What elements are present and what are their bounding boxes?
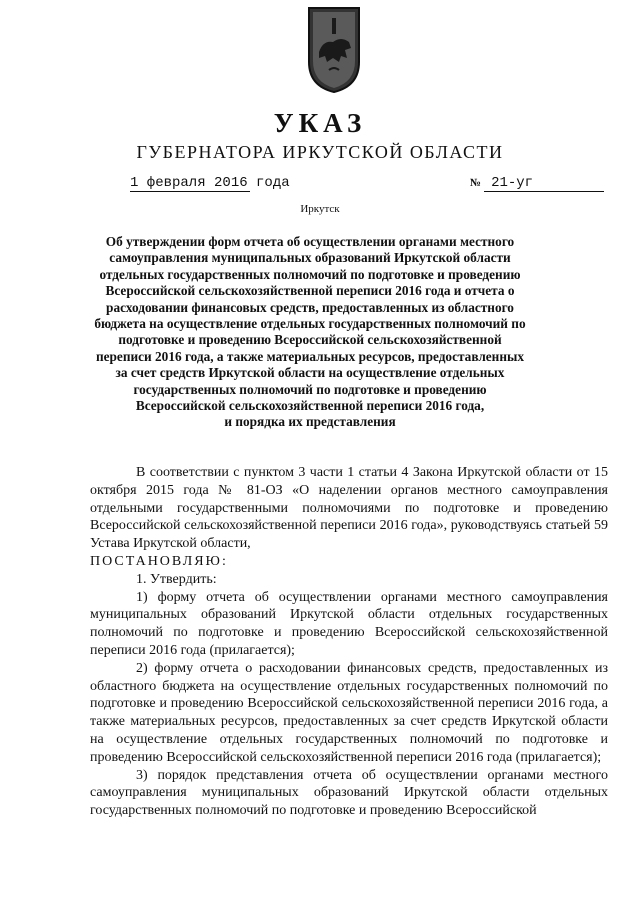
item-1-3-paragraph: 3) порядок представления отчета об осуществлении органами местного самоуправления муниципальных образований Иркутской области отдельных государственных полномочий по подготовке и проведению Всероссийской (90, 767, 608, 819)
document-body (90, 464, 608, 820)
heading-line: подготовке и проведению Всероссийской сельскохозяйственной (118, 332, 502, 348)
heading-line: и порядка их представления (224, 414, 396, 430)
heading-line: Всероссийской сельскохозяйственной переписи 2016 года и отчета о (105, 283, 515, 299)
item-1-paragraph: 1. Утвердить: (136, 571, 217, 587)
heading-line: за счет средств Иркутской области на осуществление отдельных (115, 365, 505, 381)
postanovlyayu-line: ПОСТАНОВЛЯЮ: (90, 553, 228, 569)
date-value: 1 февраля 2016 года (130, 175, 290, 191)
heading-line: Об утверждении форм отчета об осуществлении органами местного (105, 234, 515, 249)
document-date (130, 175, 290, 191)
heading-line: Всероссийской сельскохозяйственной переписи 2016 года, (135, 398, 485, 414)
preamble-paragraph: В соответствии с пунктом 3 части 1 статьи 4 Закона Иркутской области от 15 октября 2015 года № 81-ОЗ «О наделении органов местного самоуправления отдельными государственными полномочиями по подготовке и проведению Всероссийской сельскохозяйственной переписи 2016 года», руководствуясь статьей 59 Устава Иркутской области, (90, 465, 608, 552)
item-1-2-paragraph: 2) форму отчета о расходовании финансовых средств, предоставленных из областного бюджета на осуществление отдельных государственных полномочий по подготовке и проведению Всероссийской сельскохозяйственной переписи 2016 года, а также материальных ресурсов, предоставленных за счет средств Иркутской области на осуществление отдельных государственных полномочий по подготовке и проведению Всероссийской сельскохозяйственной переписи 2016 года (прилагается); (90, 660, 608, 765)
number-value: 21-уг (491, 175, 534, 191)
heading-line: переписи 2016 года, а также материальных ресурсов, предоставленных (95, 348, 525, 364)
item-1-1-paragraph: 1) форму отчета об осуществлении органами местного самоуправления муниципальных образований Иркутской области отдельных государственных полномочий по подготовке и проведению Всероссийской сельскохозяйственной переписи 2016 года (прилагается); (90, 589, 608, 658)
coat-of-arms-emblem (305, 6, 363, 94)
document-number (470, 175, 533, 191)
heading-line: бюджета на осуществление отдельных государственных полномочий по (94, 316, 526, 332)
number-underline (484, 191, 604, 192)
document-city: Иркутск (300, 203, 340, 215)
number-sign: № (470, 177, 482, 189)
document-heading (90, 234, 530, 431)
heading-line: самоуправления муниципальных образований Иркутской области (109, 250, 511, 266)
heading-line: отдельных государственных полномочий по подготовке и проведению (99, 266, 521, 282)
heading-line: расходовании финансовых средств, предоставленных из областного (106, 299, 514, 315)
document-title: УКАЗ (273, 108, 367, 138)
heading-line: государственных полномочий по подготовке и проведению (133, 381, 487, 397)
document-subtitle: ГУБЕРНАТОРА ИРКУТСКОЙ ОБЛАСТИ (136, 142, 504, 162)
date-underline (130, 191, 250, 192)
